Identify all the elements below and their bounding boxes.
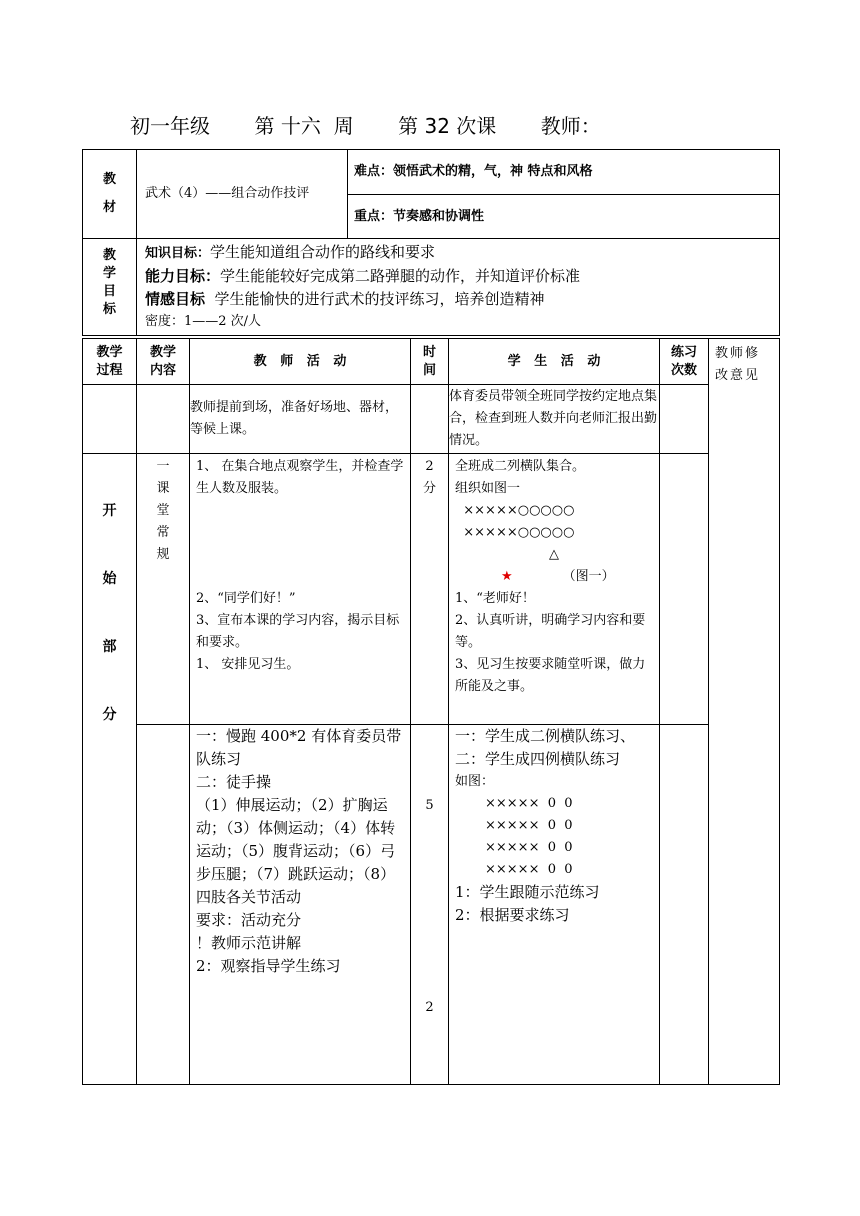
pre-content-cell [137, 385, 190, 454]
formation-row-2: ×××××○○○○○ [455, 525, 575, 540]
routine-student-1: 全班成二列横队集合。 [455, 459, 586, 474]
pre-student-activity: 体育委员带领全班同学按约定地点集合，检查到班人数并向老师汇报出勤情况。 [449, 385, 660, 454]
col-time: 时 间 [411, 339, 449, 385]
routine-student-activity [449, 454, 660, 725]
warmup-content [137, 725, 190, 1085]
section-start-label: 开 始 部 分 [83, 454, 137, 1085]
routine-practice [660, 454, 709, 725]
warmup-formation-3: ××××× 0 0 [485, 840, 573, 855]
goals-label: 教 学 目 标 [83, 239, 137, 336]
routine-teacher-2: 2、“同学们好！” [196, 591, 296, 606]
pre-teacher-activity: 教师提前到场，准备好场地、器材，等候上课。 [190, 385, 411, 454]
emotion-goal: 学生能愉快的进行武术的技评练习，培养创造精神 [205, 290, 545, 308]
warmup-teacher-5: ！教师示范讲解 [196, 934, 302, 952]
warmup-teacher-4: 要求：活动充分 [196, 911, 302, 929]
week: 第 十六 周 [254, 114, 354, 138]
material-goals-table [82, 149, 780, 336]
ability-goal: 学生能能较好完成第二路弹腿的动作，并知道评价标准 [220, 267, 581, 285]
routine-student-4: 2、认真听讲，明确学习内容和要等。 [455, 613, 646, 650]
routine-teacher-3: 3、宣布本课的学习内容，揭示目标和要求。 [196, 613, 400, 650]
routine-teacher-4: 1、 安排见习生。 [196, 657, 300, 672]
routine-student-2: 组织如图一 [455, 481, 521, 496]
pre-practice-cell [660, 385, 709, 454]
lesson-number: 第 32 次课 [398, 114, 497, 138]
formation-row-1: ×××××○○○○○ [455, 503, 575, 518]
knowledge-goal-label: 知识目标： [145, 246, 211, 261]
figure-label: （图一） [562, 569, 615, 584]
routine-teacher-activity [190, 454, 411, 725]
col-practice: 练习 次数 [660, 339, 709, 385]
warmup-student-activity [449, 725, 660, 1085]
warmup-student-5: 2：根据要求练习 [455, 906, 570, 924]
teacher-label: 教师： [540, 114, 601, 138]
pre-process-cell [83, 385, 137, 454]
warmup-teacher-3: （1）伸展运动；（2）扩胸运动；（3）体侧运动；（4）体转运动；（5）腹背运动；（6）弓步压腿；（7）跳跃运动；（8）四肢各关节活动 [196, 796, 396, 906]
warmup-student-4: 1：学生跟随示范练习 [455, 883, 600, 901]
warmup-student-3: 如图： [455, 774, 495, 789]
col-student: 学 生 活 动 [449, 339, 660, 385]
col-remarks: 教师修改意见 [709, 339, 780, 1085]
material-label: 教 材 [83, 150, 137, 239]
warmup-formation-2: ××××× 0 0 [485, 818, 573, 833]
routine-content: 一 课 堂 常 规 [137, 454, 190, 725]
lesson-plan-title [130, 110, 601, 139]
warmup-student-2: 二：学生成四例横队练习 [455, 750, 621, 768]
difficulty: 难点：领悟武术的精，气，神 特点和风格 [348, 150, 780, 195]
warmup-time-1: 5 [425, 798, 434, 813]
knowledge-goal: 学生能知道组合动作的路线和要求 [210, 243, 436, 261]
density: 密度：1——2 次/人 [145, 314, 262, 329]
warmup-teacher-2: 二：徒手操 [196, 773, 272, 791]
emotion-goal-label: 情感目标 [145, 290, 206, 308]
warmup-formation-4: ××××× 0 0 [485, 862, 573, 877]
routine-teacher-1: 1、 在集合地点观察学生，并检查学生人数及服装。 [196, 459, 404, 496]
warmup-practice [660, 725, 709, 1085]
teacher-position-mark: △ [549, 547, 559, 562]
warmup-time [411, 725, 449, 1085]
key-point: 重点：节奏感和协调性 [348, 195, 780, 239]
warmup-teacher-1: 一：慢跑 400*2 有体育委员带队练习 [196, 727, 402, 768]
warmup-student-1: 一：学生成二例横队练习、 [455, 727, 636, 745]
material-content: 武术（4）——组合动作技评 [137, 150, 348, 239]
warmup-formation-1: ××××× 0 0 [485, 796, 573, 811]
warmup-teacher-6: 2：观察指导学生练习 [196, 957, 341, 975]
pre-time-cell [411, 385, 449, 454]
ability-goal-label: 能力目标： [145, 267, 221, 285]
routine-time: 2 分 [411, 454, 449, 725]
goals-content [137, 239, 780, 336]
col-content: 教学 内容 [137, 339, 190, 385]
grade: 初一年级 [130, 114, 210, 138]
lesson-process-table [82, 338, 780, 1085]
routine-student-5: 3、见习生按要求随堂听课，做力所能及之事。 [455, 657, 646, 694]
star-icon: ★ [501, 569, 513, 584]
col-teacher: 教 师 活 动 [190, 339, 411, 385]
col-process: 教学 过程 [83, 339, 137, 385]
warmup-teacher-activity [190, 725, 411, 1085]
routine-student-3: 1、“老师好！ [455, 591, 535, 606]
warmup-time-2: 2 [425, 1000, 434, 1015]
